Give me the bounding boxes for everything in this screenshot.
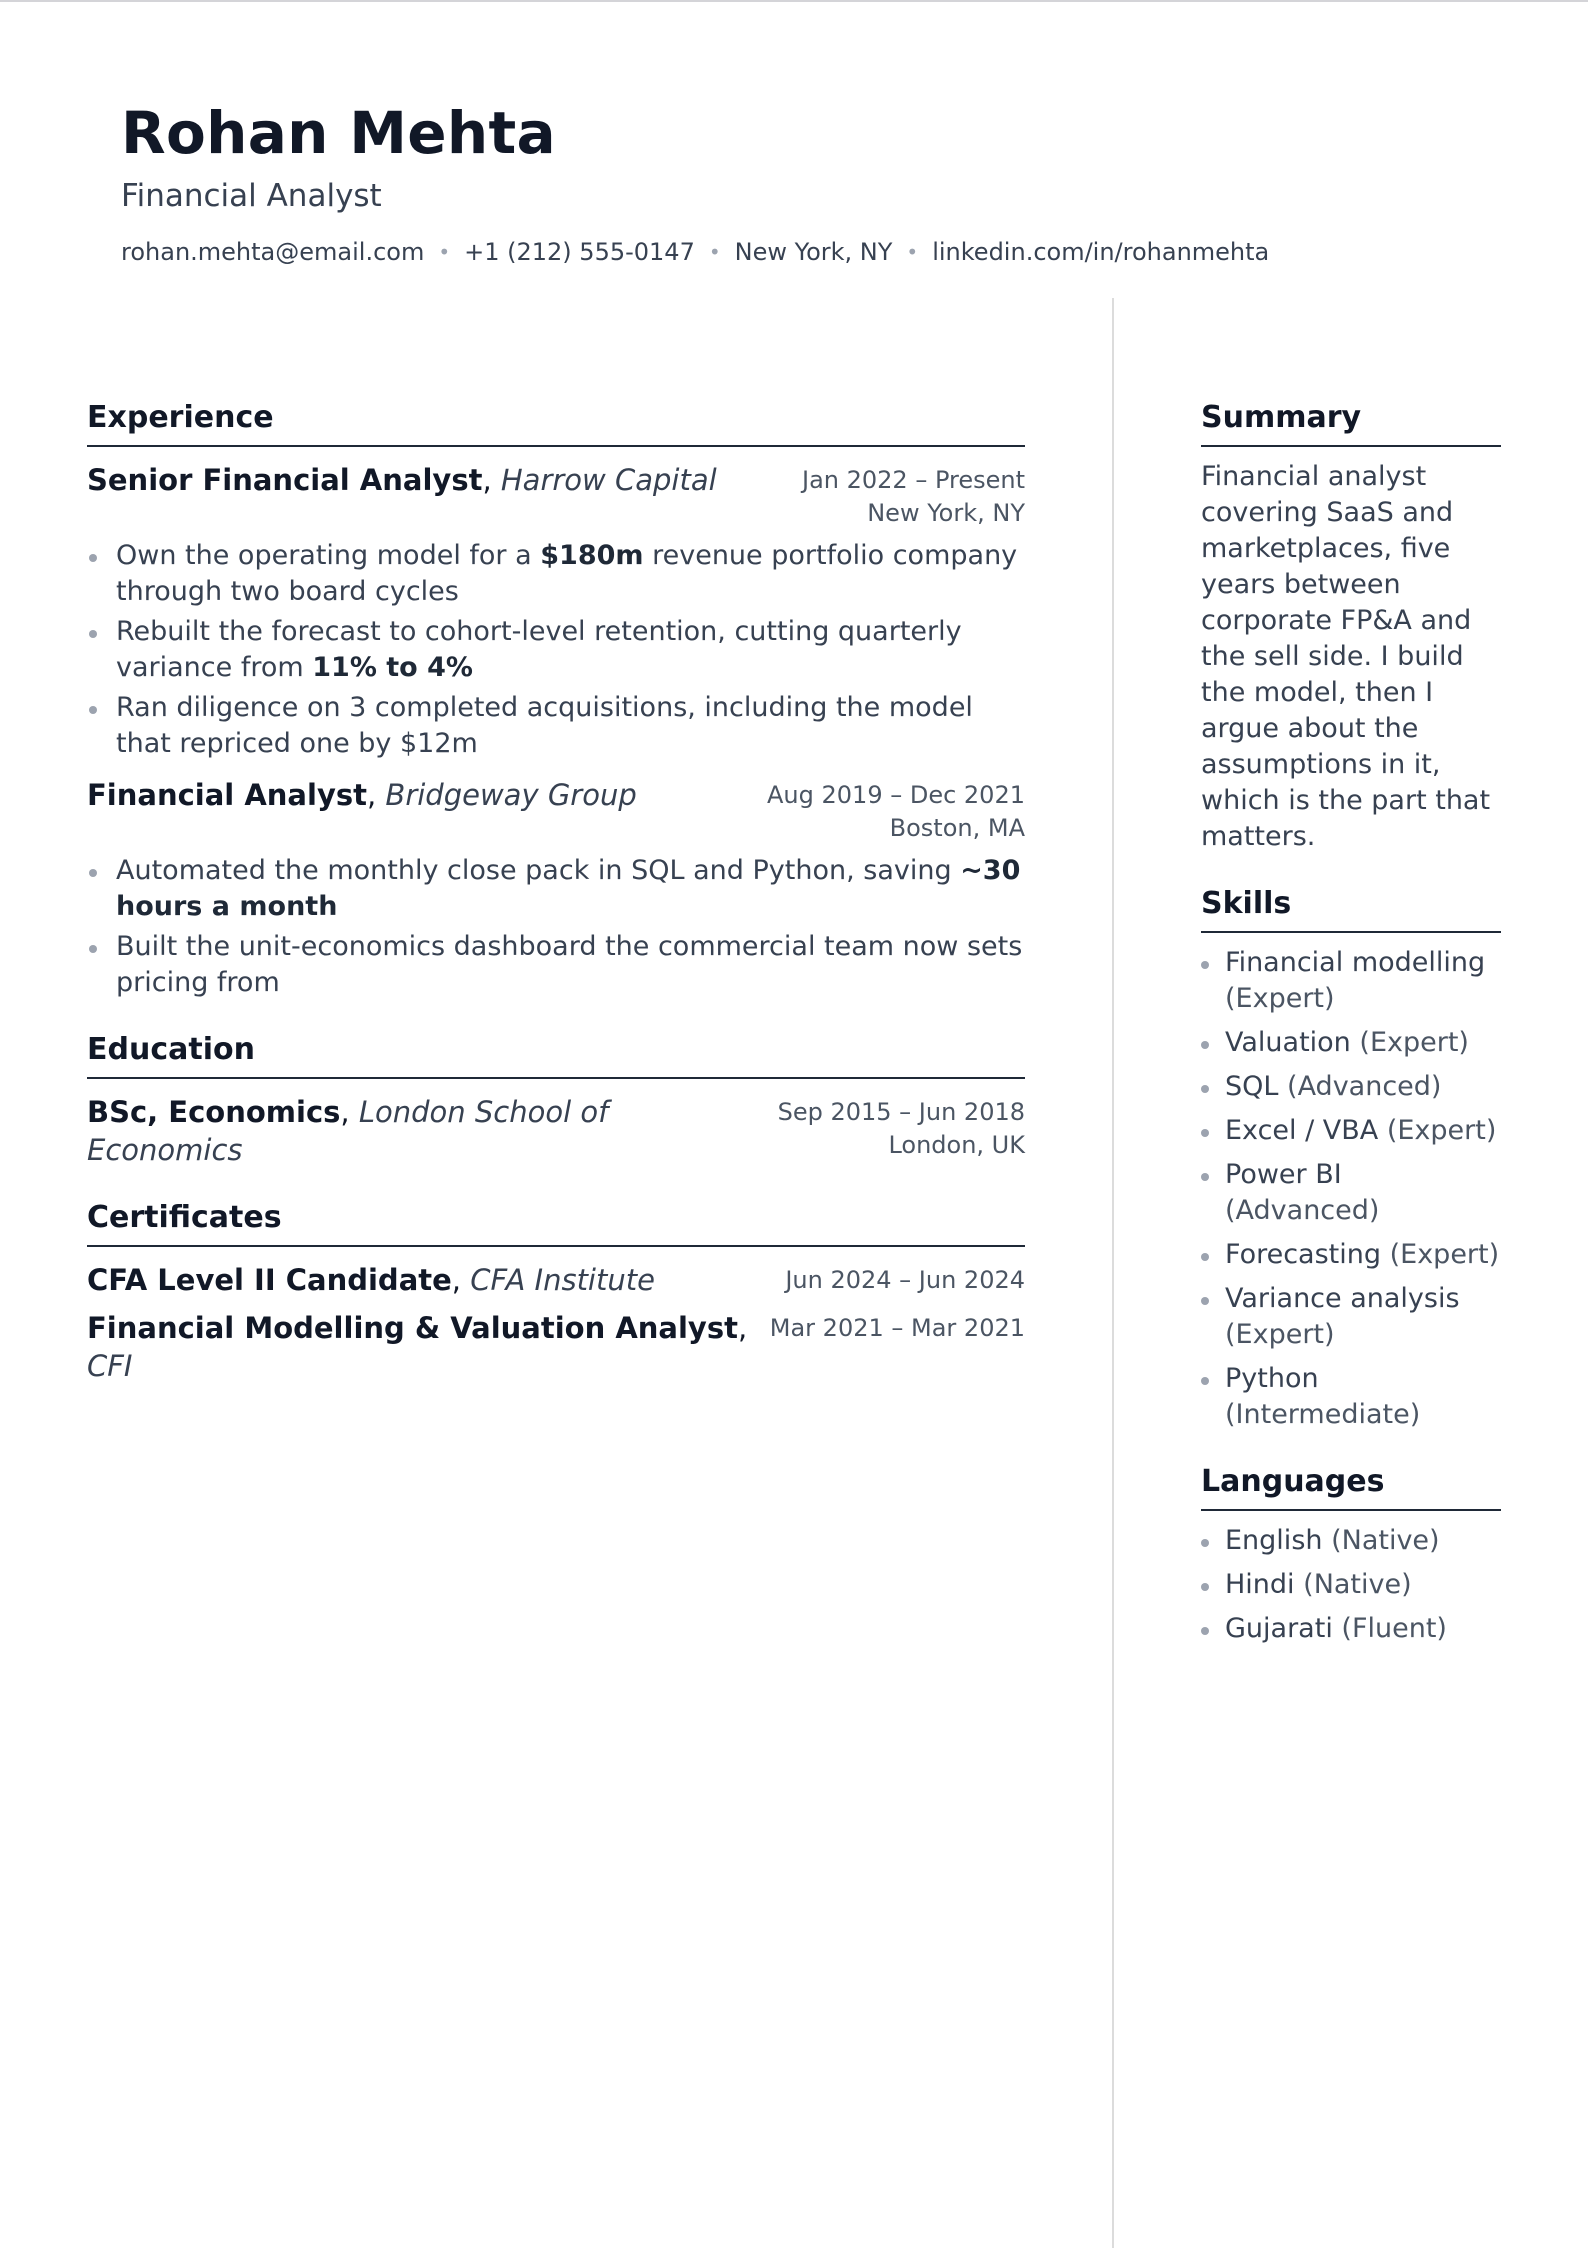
bullet-text: Rebuilt the forecast to cohort-level retention, cutting quarterly variance from	[116, 616, 962, 683]
column-divider	[1112, 298, 1114, 2248]
section-title-certificates: Certificates	[87, 1197, 1025, 1247]
education-heading	[87, 1093, 647, 1169]
skill-item-level: (Expert)	[1389, 1239, 1500, 1270]
job-location: New York, NY	[867, 499, 1025, 527]
candidate-role: Financial Analyst	[121, 178, 382, 214]
job-bullets	[87, 853, 1025, 1001]
certificate-heading	[87, 1261, 655, 1299]
certificates-list	[87, 1261, 1025, 1385]
skill-item-name: SQL	[1225, 1071, 1279, 1102]
languages-section	[1201, 1461, 1501, 1647]
section-title-education: Education	[87, 1029, 1025, 1079]
job-company: Bridgeway Group	[385, 778, 637, 812]
side-column	[1201, 397, 1501, 1655]
contact-email[interactable]: rohan.mehta@email.com	[121, 238, 425, 266]
certificate-issuer: CFA Institute	[470, 1263, 655, 1297]
skill-item-level: (Advanced)	[1287, 1071, 1442, 1102]
skill-item-level: (Expert)	[1225, 983, 1335, 1014]
bullet-highlight: 11% to 4%	[312, 652, 473, 683]
certificate-name: CFA Level II Candidate	[87, 1263, 452, 1297]
resume-header	[121, 96, 1421, 268]
skill-item	[1201, 1025, 1501, 1061]
skills-section	[1201, 883, 1501, 1433]
skill-item-name: Power BI	[1225, 1159, 1342, 1190]
bullet-text: Ran diligence on 3 completed acquisitions, including the model that repriced one by $12m	[116, 692, 973, 759]
job-bullets	[87, 538, 1025, 762]
education-entry	[87, 1093, 1025, 1169]
job-heading	[87, 461, 717, 499]
education-location: London, UK	[888, 1131, 1025, 1159]
bullet-highlight: $180m	[540, 540, 644, 571]
skill-item-level: (Advanced)	[1225, 1195, 1380, 1226]
comma-separator: ,	[482, 463, 501, 497]
certificate-heading	[87, 1309, 767, 1385]
skill-item	[1201, 1237, 1501, 1273]
skill-item	[1201, 945, 1501, 1017]
skill-item	[1201, 1113, 1501, 1149]
contact-location: New York, NY	[734, 238, 893, 266]
certificate-issuer: CFI	[87, 1349, 133, 1383]
degree: BSc, Economics	[87, 1095, 341, 1129]
skill-item-level: (Expert)	[1359, 1027, 1469, 1058]
job-dates: Jan 2022 – Present	[801, 466, 1025, 494]
certificate-entry	[87, 1309, 1025, 1385]
bullet-text: revenue portfolio company through two board cycles	[116, 540, 1018, 607]
language-item-name: Hindi	[1225, 1569, 1295, 1600]
language-item-level: (Native)	[1331, 1525, 1440, 1556]
skill-item-level: (Expert)	[1386, 1115, 1497, 1146]
bullet-item	[87, 690, 1025, 762]
school: London School of Economics	[87, 1095, 609, 1167]
bullet-highlight: ~30 hours a month	[116, 855, 1021, 922]
skill-item-level: (Intermediate)	[1225, 1399, 1421, 1430]
language-item	[1201, 1567, 1501, 1603]
skill-item-name: Valuation	[1225, 1027, 1351, 1058]
skill-item-name: Python	[1225, 1363, 1319, 1394]
summary-text: Financial analyst covering SaaS and marketplaces, five years between corporate FP&A and the sell side. I build the model, then I argue about the assumptions in it, which is the part that matters.	[1201, 461, 1491, 852]
skill-item-name: Forecasting	[1225, 1239, 1382, 1270]
jobs-list	[87, 461, 1025, 1001]
bullet-item	[87, 853, 1025, 925]
bullet-item	[87, 614, 1025, 686]
section-title-summary: Summary	[1201, 397, 1501, 447]
bullet-text: Built the unit-economics dashboard the commercial team now sets pricing from	[116, 931, 1023, 998]
skill-item-name: Financial modelling	[1225, 947, 1486, 978]
certificate-name: Financial Modelling & Valuation Analyst	[87, 1311, 738, 1345]
job-heading	[87, 776, 637, 814]
job-company: Harrow Capital	[500, 463, 717, 497]
skills-list	[1201, 945, 1501, 1433]
separator-dot-icon: •	[906, 240, 919, 264]
languages-list	[1201, 1523, 1501, 1647]
education-dates: Sep 2015 – Jun 2018	[777, 1098, 1025, 1126]
bullet-item	[87, 538, 1025, 610]
contact-linkedin[interactable]: linkedin.com/in/rohanmehta	[932, 238, 1270, 266]
skill-item-level: (Expert)	[1225, 1319, 1335, 1350]
certificate-meta	[770, 1309, 1025, 1345]
language-item-name: Gujarati	[1225, 1613, 1333, 1644]
bullet-item	[87, 929, 1025, 1001]
language-item	[1201, 1523, 1501, 1559]
job-dates: Aug 2019 – Dec 2021	[767, 781, 1025, 809]
contact-phone[interactable]: +1 (212) 555-0147	[464, 238, 695, 266]
job-title: Senior Financial Analyst	[87, 463, 483, 497]
certificate-dates: Mar 2021 – Mar 2021	[769, 1314, 1025, 1342]
certificate-dates: Jun 2024 – Jun 2024	[785, 1266, 1025, 1294]
job-location: Boston, MA	[889, 814, 1025, 842]
skill-item	[1201, 1281, 1501, 1353]
skill-item-name: Excel / VBA	[1225, 1115, 1379, 1146]
candidate-name: Rohan Mehta	[121, 99, 556, 167]
bullet-text: Own the operating model for a	[116, 540, 541, 571]
job-title: Financial Analyst	[87, 778, 367, 812]
section-title-experience: Experience	[87, 397, 1025, 447]
separator-dot-icon: •	[708, 240, 721, 264]
job-meta	[802, 461, 1025, 530]
contact-line	[121, 236, 1421, 268]
comma-separator: ,	[451, 1263, 471, 1297]
skill-item	[1201, 1361, 1501, 1433]
job-entry	[87, 461, 1025, 530]
language-item-level: (Native)	[1303, 1569, 1412, 1600]
top-rule	[0, 0, 1588, 2]
job-entry	[87, 776, 1025, 845]
section-title-languages: Languages	[1201, 1461, 1501, 1511]
experience-section	[87, 397, 1025, 1001]
main-column	[87, 397, 1025, 1385]
section-title-skills: Skills	[1201, 883, 1501, 933]
certificate-meta	[785, 1261, 1025, 1297]
job-meta	[767, 776, 1025, 845]
education-section	[87, 1029, 1025, 1169]
education-meta	[778, 1093, 1025, 1162]
certificate-entry	[87, 1261, 1025, 1299]
education-list	[87, 1093, 1025, 1169]
comma-separator: ,	[366, 778, 386, 812]
skill-item	[1201, 1069, 1501, 1105]
language-item-name: English	[1225, 1525, 1323, 1556]
skill-item-name: Variance analysis	[1225, 1283, 1460, 1314]
skill-item	[1201, 1157, 1501, 1229]
language-item	[1201, 1611, 1501, 1647]
bullet-text: Automated the monthly close pack in SQL and Python, saving	[116, 855, 961, 886]
separator-dot-icon: •	[438, 240, 451, 264]
comma-separator: ,	[737, 1311, 748, 1345]
certificates-section	[87, 1197, 1025, 1385]
language-item-level: (Fluent)	[1341, 1613, 1447, 1644]
summary-section	[1201, 397, 1501, 855]
comma-separator: ,	[340, 1095, 359, 1129]
